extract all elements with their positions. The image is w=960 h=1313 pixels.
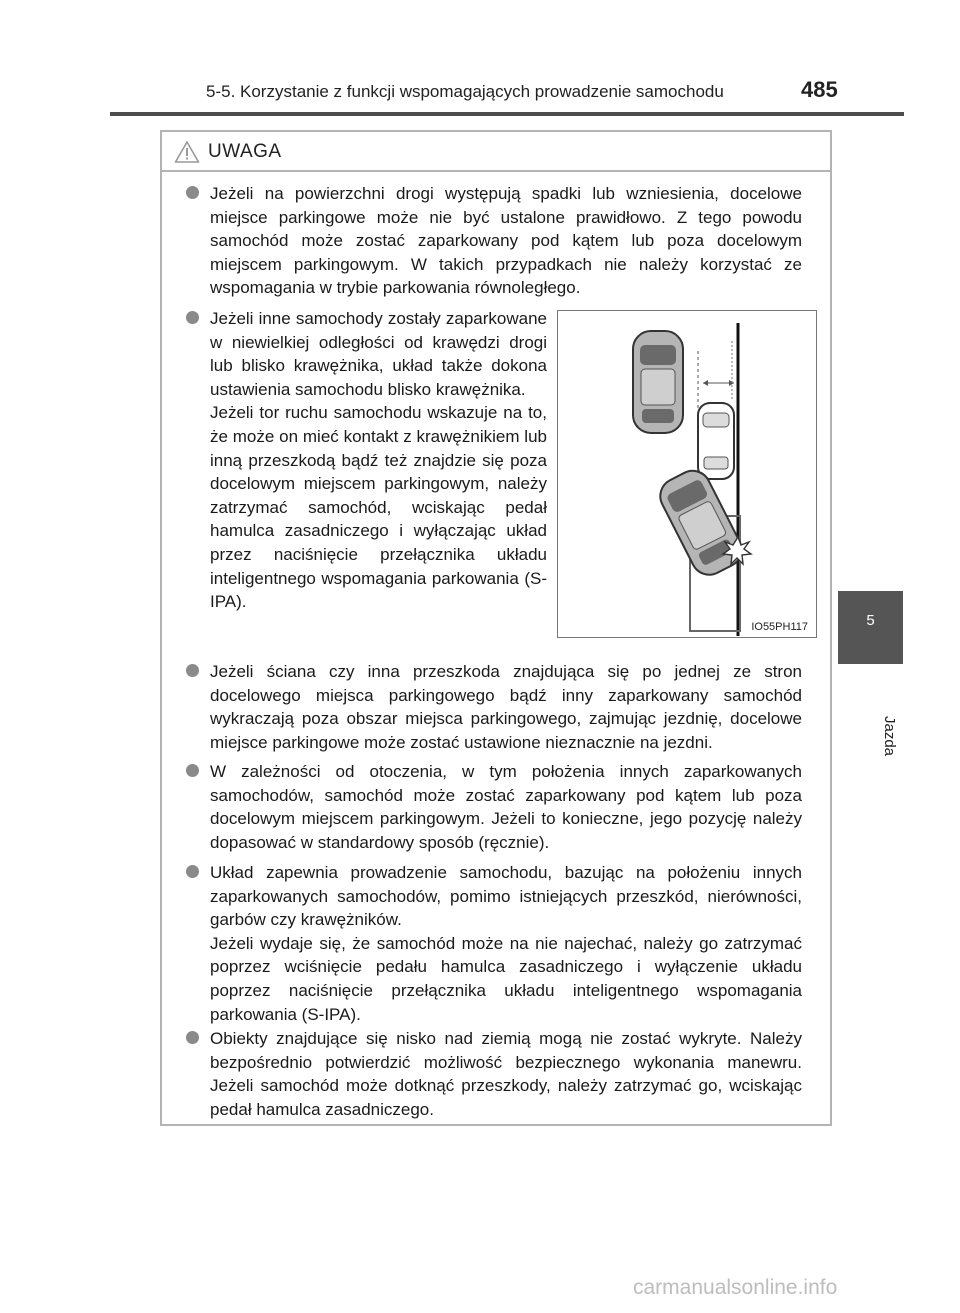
bullet-icon bbox=[186, 186, 199, 199]
bullet-icon bbox=[186, 1031, 199, 1044]
chapter-number: 5 bbox=[866, 612, 875, 629]
warning-header bbox=[162, 132, 830, 172]
parking-illustration bbox=[557, 310, 817, 638]
list-item bbox=[186, 307, 547, 614]
watermark: carmanualsonline.info bbox=[633, 1276, 838, 1299]
item-text: Jeżeli na powierzchni drogi występują spadki lub wzniesienia, docelowe miejsce parkingowe może nie być ustalone prawidłowo. Z tego powodu samochód może zostać zaparkowany pod kątem lub poza docelowym miejscem parkingowym. W takich przypadkach nie należy korzystać ze wspomagania w trybie parkowania równoległego. bbox=[210, 184, 802, 298]
item-text: Obiekty znajdujące się nisko nad ziemią mogą nie zostać wykryte. Należy bezpośrednio potwierdzić możliwość bezpiecznego wykonania manewru. Jeżeli samochód może dotknąć przeszkody, należy zatrzymać go, wciskając pedał hamulca zasadniczego. bbox=[210, 1029, 802, 1119]
figure-code: IO55PH117 bbox=[751, 621, 808, 633]
warning-triangle-icon bbox=[174, 140, 200, 164]
list-item bbox=[186, 182, 802, 300]
page-number: 485 bbox=[801, 77, 838, 102]
maneuvering-car bbox=[654, 465, 748, 581]
item-text: Jeżeli ściana czy inna przeszkoda znajdująca się po jednej ze stron docelowego miejsca parkingowego bądź inny zaparkowany samochód wykraczają poza obszar miejsca parkingowego, zajmując jezdnię, docelowe miejsce parkingowe może zostać ustawione nieznacznie na jezdni. bbox=[210, 662, 802, 752]
list-item bbox=[186, 1027, 802, 1121]
warning-title: UWAGA bbox=[208, 141, 282, 162]
parked-car-front bbox=[633, 331, 683, 433]
item-text: Układ zapewnia prowadzenie samochodu, bazując na położeniu innych zaparkowanych samochodów, pomimo istniejących przeszkód, nierówności, garbów czy krawężników. bbox=[210, 863, 802, 930]
header-divider bbox=[110, 112, 904, 116]
bullet-icon bbox=[186, 865, 199, 878]
parking-diagram bbox=[558, 311, 815, 636]
list-item bbox=[186, 760, 802, 854]
item-text-continued: Jeżeli tor ruchu samochodu wskazuje na to, że może on mieć kontakt z krawężnikiem lub inną przeszkodą bądź też znajdzie się poza docelowym miejscem parkingowym, należy zatrzymać samochód, wciskając pedał hamulca zasadniczego i wyłączając układ przez naciśnięcie przełącznika układu inteligentnego wspomagania parkowania (S-IPA). bbox=[210, 403, 547, 612]
chapter-tab[interactable] bbox=[838, 591, 903, 664]
section-title: 5-5. Korzystanie z funkcji wspomagających prowadzenie samochodu bbox=[206, 82, 724, 101]
chapter-label: Jazda bbox=[881, 715, 898, 757]
bullet-icon bbox=[186, 664, 199, 677]
list-item bbox=[186, 861, 802, 1026]
bullet-icon bbox=[186, 764, 199, 777]
list-item bbox=[186, 660, 802, 754]
item-text: W zależności od otoczenia, w tym położenia innych zaparkowanych samochodów, samochód może zostać zaparkowany pod kątem lub poza docelowym miejscem parkingowym. Jeżeli to konieczne, jego pozycję należy dopasować w standardowy sposób (ręcznie). bbox=[210, 762, 802, 852]
parked-car-rear bbox=[698, 403, 734, 479]
item-text: Jeżeli inne samochody zostały zaparkowane w niewielkiej odległości od krawędzi drogi lub blisko krawężnika, układ także dokona ustawienia samochodu blisko krawężnika. bbox=[210, 309, 547, 399]
bullet-icon bbox=[186, 311, 199, 324]
warning-box bbox=[160, 130, 832, 1126]
item-text-continued: Jeżeli wydaje się, że samochód może na nie najechać, należy go zatrzymać poprzez wciśnięcie pedału hamulca zasadniczego i wyłączenie układu poprzez naciśnięcie przełącznika układu inteligentnego wspomagania parkowania (S-IPA). bbox=[210, 933, 802, 1024]
